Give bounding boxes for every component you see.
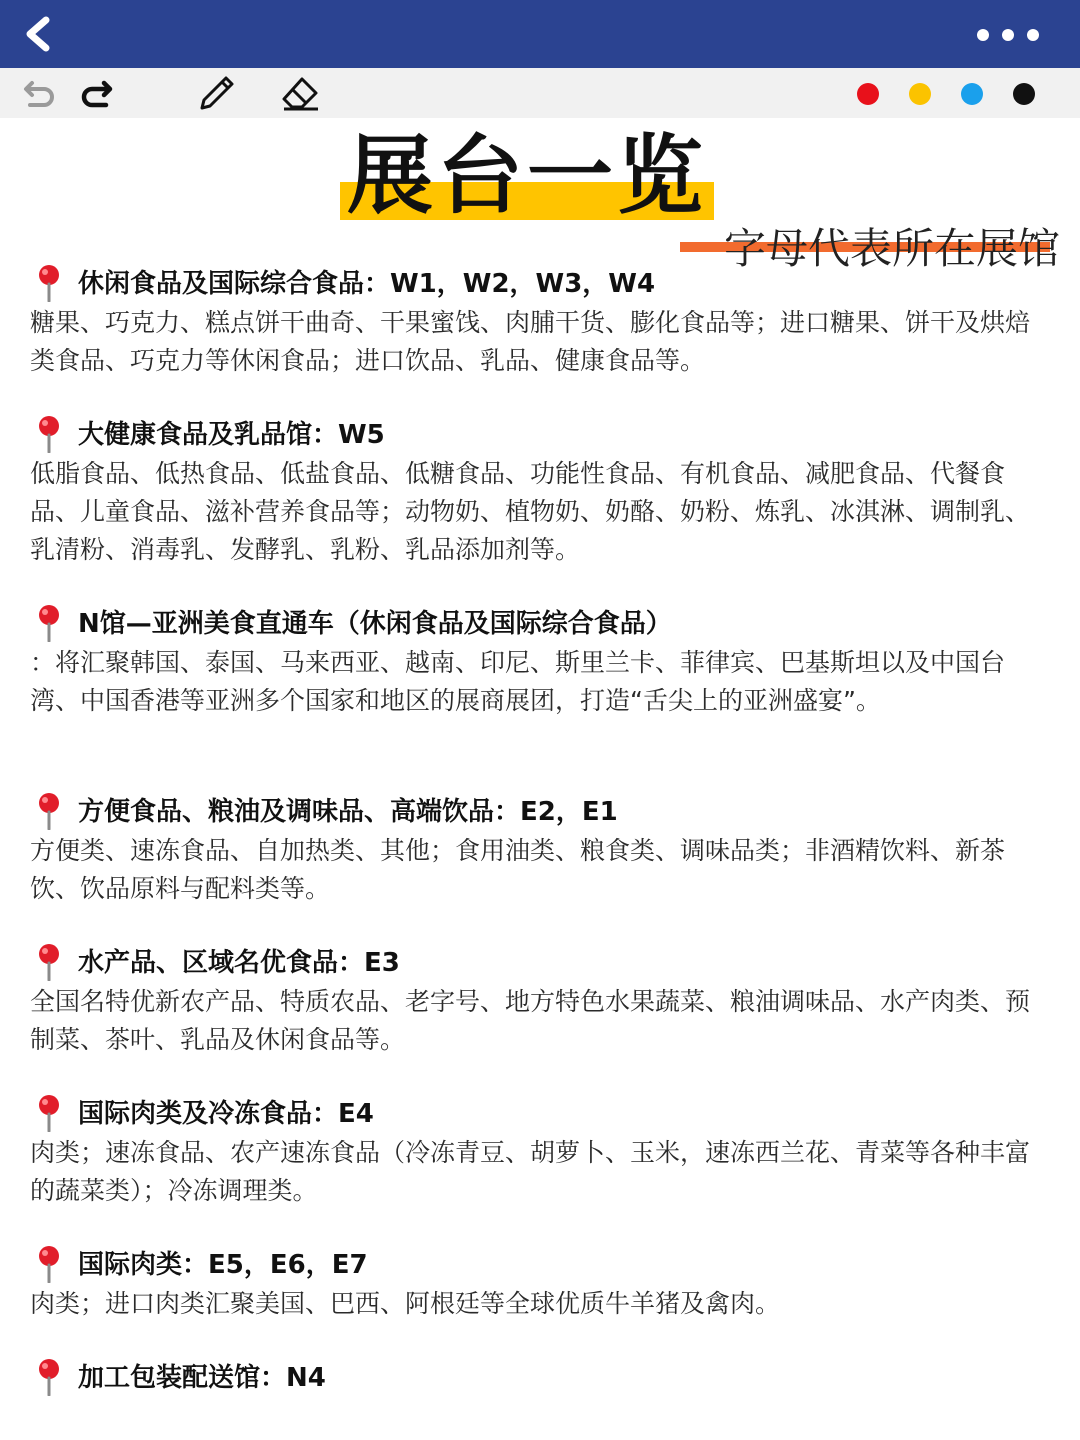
map-pin-icon <box>34 1094 64 1132</box>
color-swatch-yellow[interactable] <box>909 83 931 105</box>
section-heading <box>30 604 1030 644</box>
redo-icon <box>76 75 116 111</box>
section-heading <box>30 415 1030 455</box>
section-convenience <box>30 792 1030 908</box>
map-pin-icon <box>34 264 64 302</box>
section-heading-text: 休闲食品及国际综合食品：W1，W2，W3，W4 <box>78 269 656 299</box>
section-body: 糖果、巧克力、糕点饼干曲奇、干果蜜饯、肉脯干货、膨化食品等；进口糖果、饼干及烘焙类食品、巧克力等休闲食品；进口饮品、乳品、健康食品等。 <box>30 308 1031 375</box>
color-swatch-red[interactable] <box>857 83 879 105</box>
section-body: ：将汇聚韩国、泰国、马来西亚、越南、印尼、斯里兰卡、菲律宾、巴基斯坦以及中国台湾、中国香港等亚洲多个国家和地区的展商展团，打造“舌尖上的亚洲盛宴”。 <box>30 648 1006 715</box>
map-pin-icon <box>34 1358 64 1396</box>
color-swatch-blue[interactable] <box>961 83 983 105</box>
section-heading-text: 国际肉类及冷冻食品：E4 <box>78 1099 374 1129</box>
map-pin-icon <box>34 1245 64 1283</box>
section-meat <box>30 1245 1030 1323</box>
color-swatch-black[interactable] <box>1013 83 1035 105</box>
section-aquatic <box>30 943 1030 1059</box>
subtitle: 字母代表所在展馆 <box>723 224 1060 273</box>
title-block <box>340 126 714 226</box>
section-body: 方便类、速冻食品、自加热类、其他；食用油类、粮食类、调味品类；非酒精饮料、新茶饮、饮品原料与配料类等。 <box>30 836 1006 903</box>
section-body: 全国名特优新农产品、特质农品、老字号、地方特色水果蔬菜、粮油调味品、水产肉类、预制菜、茶叶、乳品及休闲食品等。 <box>30 987 1031 1054</box>
section-heading-text: 加工包装配送馆：N4 <box>78 1363 326 1393</box>
map-pin-icon <box>34 943 64 981</box>
eraser-icon <box>280 75 320 111</box>
section-heading-text: 大健康食品及乳品馆：W5 <box>78 420 385 450</box>
map-pin-icon <box>34 415 64 453</box>
redo-button[interactable] <box>76 75 116 111</box>
section-body: 肉类；速冻食品、农产速冻食品（冷冻青豆、胡萝卜、玉米，速冻西兰花、青菜等各种丰富的蔬菜类）；冷冻调理类。 <box>30 1138 1031 1205</box>
pencil-icon <box>196 75 236 111</box>
more-horizontal-icon <box>972 24 1044 46</box>
section-body: 肉类；进口肉类汇聚美国、巴西、阿根廷等全球优质牛羊猪及禽肉。 <box>30 1289 781 1318</box>
chevron-left-icon <box>18 14 58 54</box>
section-heading <box>30 943 1030 983</box>
pencil-button[interactable] <box>196 75 236 111</box>
map-pin-icon <box>34 604 64 642</box>
section-heading <box>30 1094 1030 1134</box>
section-heading-text: 方便食品、粮油及调味品、高端饮品：E2，E1 <box>78 797 618 827</box>
section-heading-text: 国际肉类：E5，E6，E7 <box>78 1250 368 1280</box>
section-heading-text: N馆—亚洲美食直通车（休闲食品及国际综合食品） <box>78 609 672 639</box>
undo-icon <box>20 75 60 111</box>
map-pin-icon <box>34 792 64 830</box>
eraser-button[interactable] <box>280 75 320 111</box>
undo-button[interactable] <box>20 75 60 111</box>
more-button[interactable] <box>972 24 1044 46</box>
section-frozen <box>30 1094 1030 1210</box>
page-title: 展台一览 <box>347 126 707 226</box>
section-asia <box>30 604 1030 720</box>
section-heading <box>30 264 1030 304</box>
section-body: 低脂食品、低热食品、低盐食品、低糖食品、功能性食品、有机食品、减肥食品、代餐食品、儿童食品、滋补营养食品等；动物奶、植物奶、奶酪、奶粉、炼乳、冰淇淋、调制乳、乳清粉、消毒乳、发酵乳、乳粉、乳品添加剂等。 <box>30 459 1031 564</box>
section-heading-text: 水产品、区域名优食品：E3 <box>78 948 400 978</box>
section-snacks <box>30 264 1030 380</box>
section-heading <box>30 1245 1030 1285</box>
document-content <box>0 118 1080 1440</box>
section-heading <box>30 1358 1030 1398</box>
section-heading <box>30 792 1030 832</box>
top-bar <box>0 0 1080 68</box>
back-button[interactable] <box>18 14 58 54</box>
section-health <box>30 415 1030 569</box>
section-packaging <box>30 1358 1030 1398</box>
